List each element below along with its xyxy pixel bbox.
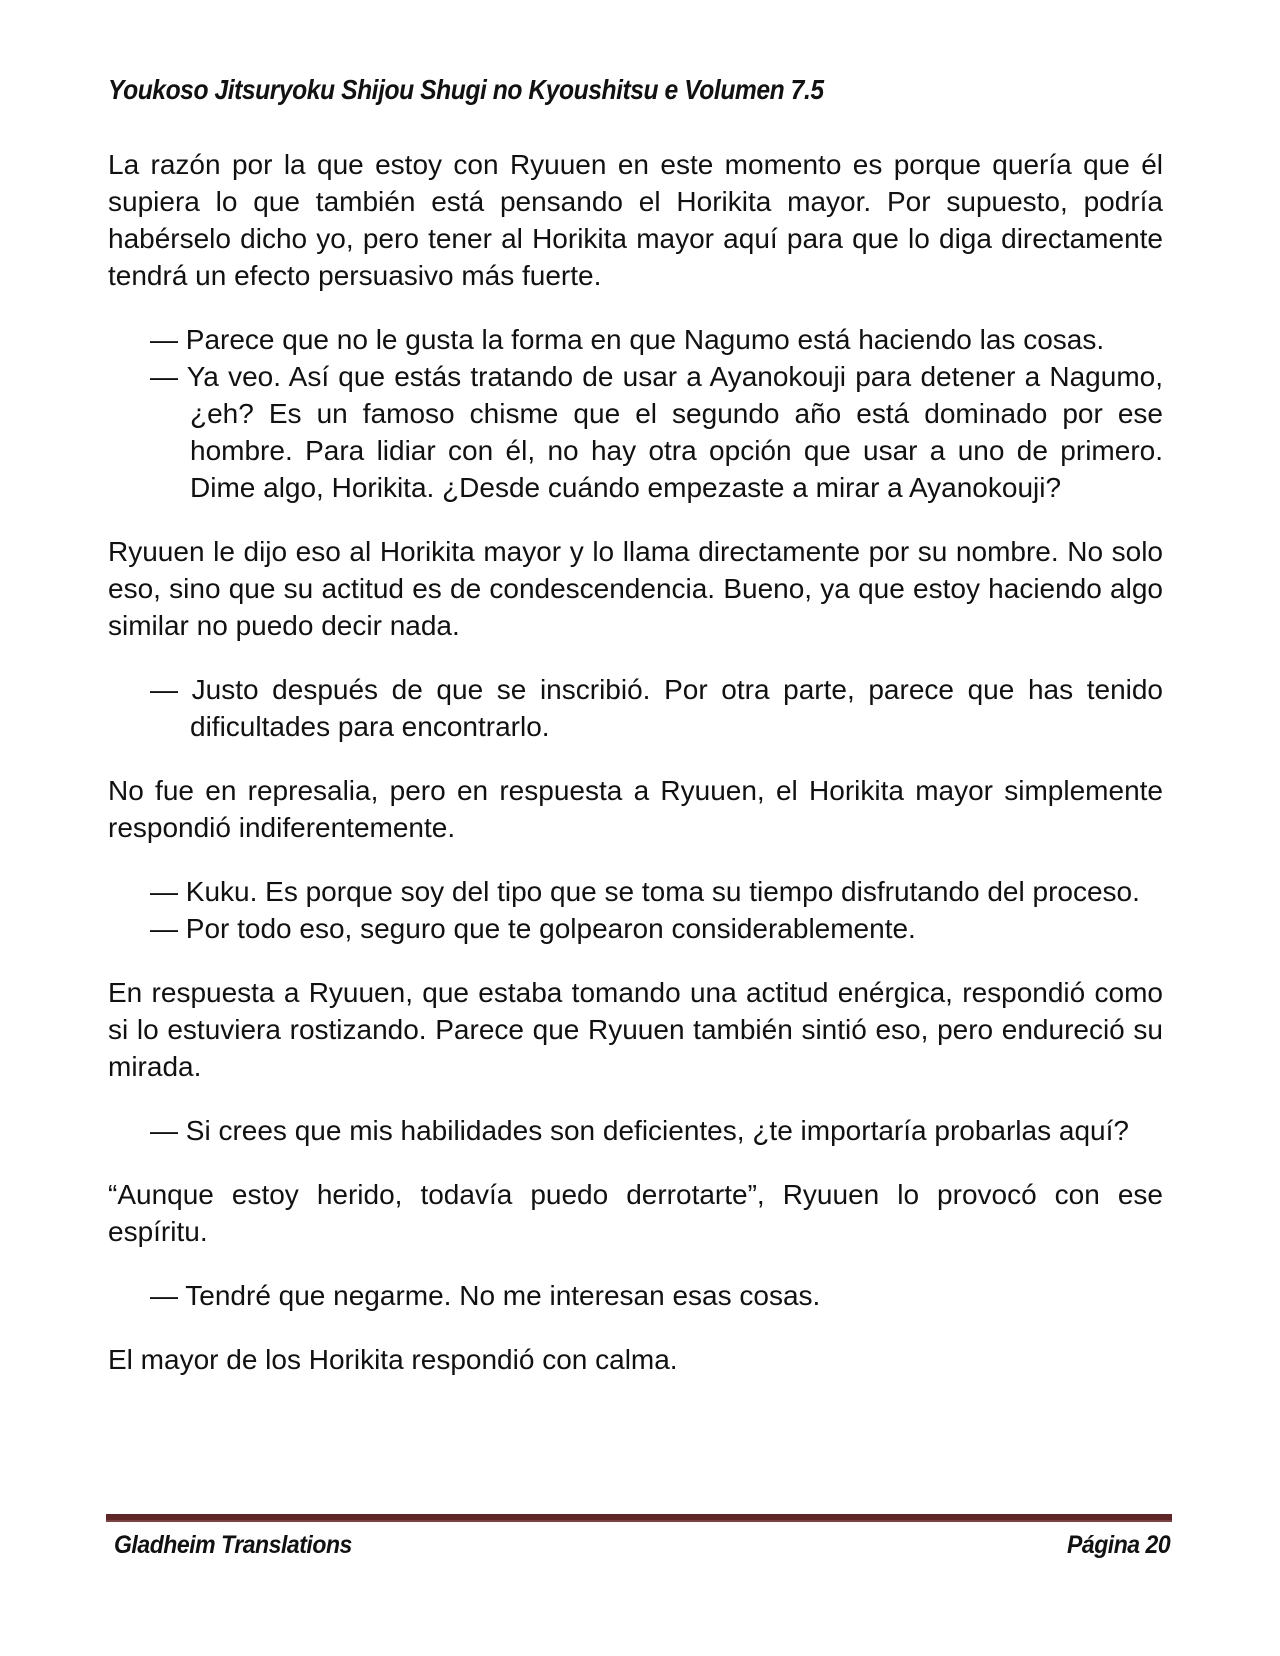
page-footer [106,1514,1172,1560]
dialogue-line: — Por todo eso, seguro que te golpearon considerablemente. [150,913,916,944]
dialogue-group [108,873,1163,947]
header-title: Youkoso Jitsuryoku Shijou Shugi no Kyoushitsu e Volumen 7.5 [108,74,824,105]
dialogue-line: — Parece que no le gusta la forma en que Nagumo está haciendo las cosas. [150,324,1105,355]
footer-rule [106,1514,1172,1522]
footer-page-number: Página 20 [1066,1531,1170,1559]
dialogue-line: — Si crees que mis habilidades son deficientes, ¿te importaría probarlas aquí? [150,1115,1129,1146]
paragraph-narration: Ryuuen le dijo eso al Horikita mayor y lo llama directamente por su nombre. No solo eso, sino que su actitud es de condescendencia. Bueno, ya que estoy haciendo algo similar no puedo decir nada. [108,536,1163,641]
paragraph-narration: En respuesta a Ryuuen, que estaba tomando una actitud enérgica, respondió como si lo estuviera rostizando. Parece que Ryuuen también sintió eso, pero endureció su mirada. [108,977,1163,1082]
paragraph-narration: No fue en represalia, pero en respuesta a Ryuuen, el Horikita mayor simplemente respondió indiferentemente. [108,775,1163,843]
footer-row [106,1531,1172,1560]
paragraph-narration: El mayor de los Horikita respondió con calma. [108,1344,678,1375]
dialogue-line: — Kuku. Es porque soy del tipo que se toma su tiempo disfrutando del proceso. [150,876,1140,907]
footer-translator: Gladheim Translations [114,1531,352,1559]
page-header [108,74,921,106]
document-body [108,146,1163,1405]
dialogue-line: — Ya veo. Así que estás tratando de usar a Ayanokouji para detener a Nagumo, ¿eh? Es un famoso chisme que el segundo año está dominado por ese hombre. Para lidiar con él, no hay otra opción que usar a uno de primero. Dime algo, Horikita. ¿Desde cuándo empezaste a mirar a Ayanokouji? [150,361,1163,503]
dialogue-line: — Justo después de que se inscribió. Por otra parte, parece que has tenido dificultades para encontrarlo. [150,674,1163,742]
paragraph-narration: La razón por la que estoy con Ryuuen en este momento es porque quería que él supiera lo que también está pensando el Horikita mayor. Por supuesto, podría habérselo dicho yo, pero tener al Horikita mayor aquí para que lo diga directamente tendrá un efecto persuasivo más fuerte. [108,149,1163,291]
dialogue-group [108,321,1163,506]
paragraph-quote: “Aunque estoy herido, todavía puedo derrotarte”, Ryuuen lo provocó con ese espíritu. [108,1179,1163,1247]
dialogue-line: — Tendré que negarme. No me interesan esas cosas. [150,1280,821,1311]
